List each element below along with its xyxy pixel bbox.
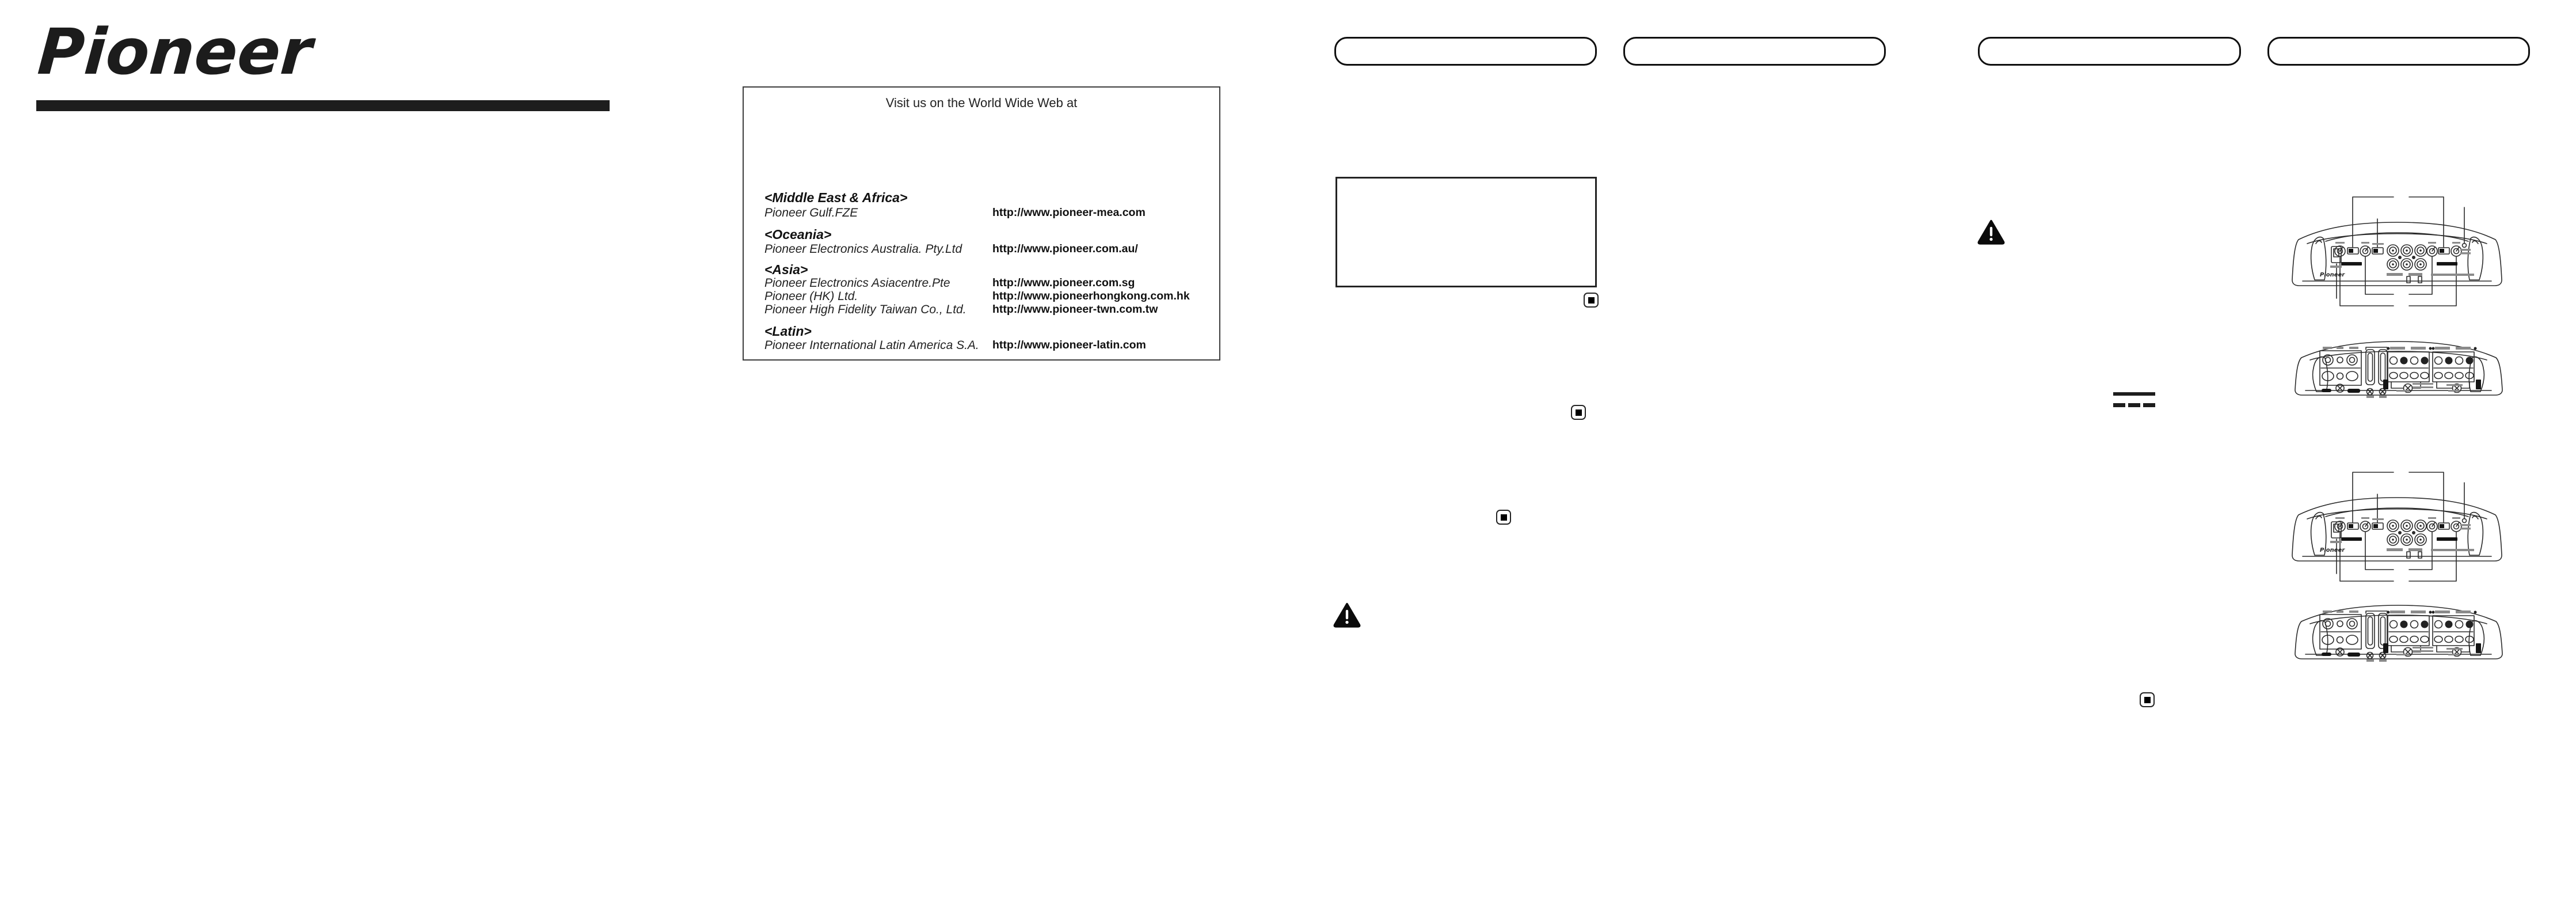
model-pill-4 (2267, 37, 2530, 66)
warning-icon (1333, 602, 1361, 628)
company-name: Pioneer High Fidelity Taiwan Co., Ltd. (764, 303, 967, 316)
pioneer-logo: Pioneer (35, 15, 315, 89)
dc-solid-line (2113, 392, 2155, 396)
company-row (764, 206, 1202, 220)
model-pill-3 (1978, 37, 2241, 66)
company-url: http://www.pioneer-twn.com.tw (992, 303, 1158, 316)
warning-icon (1977, 219, 2005, 245)
company-url: http://www.pioneerhongkong.com.hk (992, 290, 1190, 302)
web-box-title: Visit us on the World Wide Web at (885, 96, 1078, 110)
logo-underline-bar (36, 100, 610, 111)
company-name: Pioneer (HK) Ltd. (764, 290, 858, 303)
end-of-section-icon-fill (1501, 514, 1507, 521)
end-of-section-icon (1571, 405, 1586, 420)
dc-dash (2113, 403, 2125, 407)
amp-front-illustration (2290, 189, 2504, 307)
company-row (764, 276, 1202, 290)
end-of-section-icon (1584, 293, 1599, 308)
model-pill-2 (1623, 37, 1886, 66)
company-url: http://www.pioneer.com.sg (992, 276, 1135, 289)
dc-dash (2143, 403, 2155, 407)
company-url: http://www.pioneer-latin.com (992, 339, 1146, 351)
company-url: http://www.pioneer-mea.com (992, 206, 1146, 219)
amp-rear-illustration (2293, 336, 2504, 404)
end-of-section-icon (1496, 510, 1511, 525)
end-of-section-icon-fill (2144, 697, 2151, 703)
figure-placeholder-box (1335, 177, 1597, 287)
company-row (764, 290, 1202, 304)
region-header-latin: <Latin> (764, 324, 812, 339)
amp-front-illustration (2290, 464, 2504, 582)
end-of-section-icon (2140, 692, 2155, 707)
company-name: Pioneer Electronics Asiacentre.Pte (764, 276, 950, 290)
region-header-asia: <Asia> (764, 262, 808, 277)
end-of-section-icon-fill (1576, 409, 1582, 416)
region-header-oceania: <Oceania> (764, 227, 832, 242)
company-row (764, 303, 1202, 317)
region-header-mea: <Middle East & Africa> (764, 190, 908, 205)
company-row (764, 339, 1202, 352)
dc-power-icon (2113, 392, 2155, 408)
company-row (764, 242, 1202, 256)
web-info-box (743, 86, 1220, 361)
dc-dash (2128, 403, 2140, 407)
end-of-section-icon-fill (1588, 297, 1595, 304)
company-name: Pioneer International Latin America S.A. (764, 339, 979, 352)
company-url: http://www.pioneer.com.au/ (992, 242, 1138, 255)
company-name: Pioneer Gulf.FZE (764, 206, 858, 219)
company-name: Pioneer Electronics Australia. Pty.Ltd (764, 242, 962, 256)
amp-rear-illustration (2293, 600, 2504, 668)
model-pill-1 (1334, 37, 1597, 66)
